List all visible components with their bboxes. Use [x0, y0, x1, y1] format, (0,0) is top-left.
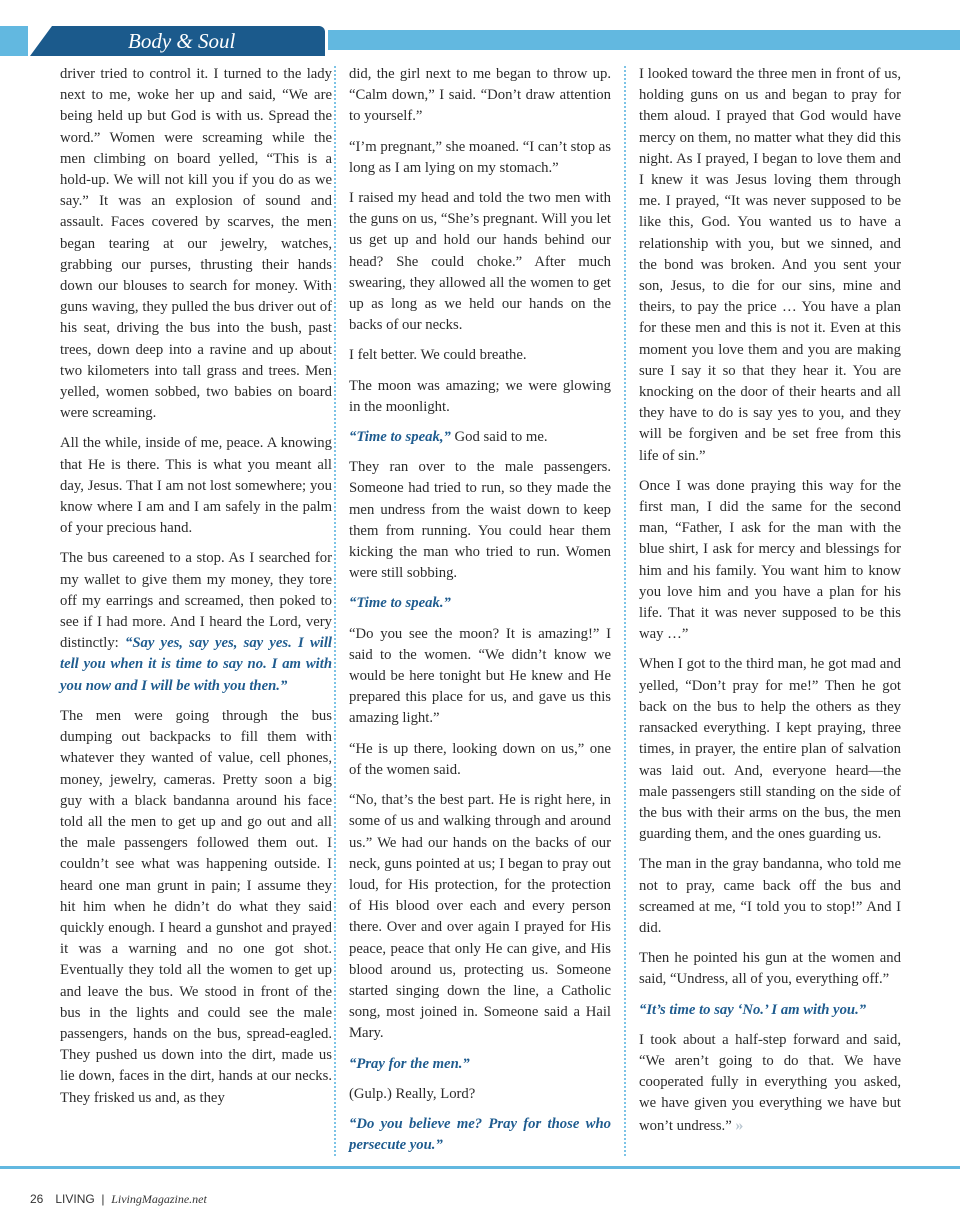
paragraph: did, the girl next to me began to throw up. “Calm down,” I said. “Don’t draw attention to yourself.” — [349, 66, 611, 125]
paragraph: Then he pointed his gun at the women and said, “Undress, all of you, everything off.” — [639, 950, 901, 988]
article-column-2 — [349, 64, 611, 1165]
paragraph: I raised my head and told the two men with the guns on us, “She’s pregnant. Will you let us get up and hold our hands behind our head? She could choke.” After much swearing, they allowed all the women to get up as long as we held our hands on the backs of our necks. — [349, 190, 611, 334]
header-accent-left — [0, 26, 28, 56]
section-title: Body & Soul — [128, 29, 236, 53]
paragraph: The moon was amazing; we were glowing in the moonlight. — [349, 377, 611, 415]
divine-quote: “Time to speak.” — [349, 595, 451, 612]
column-divider — [334, 66, 336, 1156]
paragraph: All the while, inside of me, peace. A knowing that He is there. This is what you meant all day, Jesus. That I am not lost somewhere; you know where I am and I am safely in the palm of your precious hand. — [60, 435, 332, 537]
paragraph: driver tried to control it. I turned to the lady next to me, woke her up and said, “We are being held up but God is with us. Spread the word.” Women were screaming while the men climbing on board yelled, “This is a hold-up. We will not kill you if you do as we say.” It was an explosion of sound and assault. Faces covered by scarves, the men began tearing at our jewelry, watches, grabbing our purses, thrusting their hands down our blouses to search for money. With guns waving, they pulled the bus driver out of his seat, driving the bus into the bush, past trees, down deep into a ravine and up about two kilometers into tall grass and trees. Men yelled, women sobbed, two babies on board were screaming. — [60, 66, 332, 422]
footer-separator: | — [101, 1192, 105, 1206]
column-divider — [624, 66, 626, 1156]
paragraph: The man in the gray bandanna, who told me not to pray, came back off the bus and screamed at me, “I told you to stop!” And I did. — [639, 856, 901, 936]
page-number: 26 — [30, 1192, 44, 1206]
paragraph-text: The bus careened to a stop. As I searched for my wallet to give them my money, they tore off my earrings and screamed, then poked to see if I had more. And I heard the Lord, very distinctly: — [60, 550, 332, 652]
paragraph: They ran over to the male passengers. Someone had tried to run, so they made the men undress from the waist down to keep them from running. You could hear them kicking the man who tried to run. Women were still sobbing. — [349, 459, 611, 582]
divine-quote: “Pray for the men.” — [349, 1055, 470, 1072]
paragraph — [349, 427, 611, 448]
paragraph: “I’m pregnant,” she moaned. “I can’t stop as long as I am lying on my stomach.” — [349, 138, 611, 176]
footer-rule — [0, 1166, 960, 1169]
article-column-1 — [60, 64, 332, 1118]
continue-arrow-icon: » — [735, 1116, 741, 1134]
paragraph: When I got to the third man, he got mad and yelled, “Don’t pray for me!” Then he got back on the bus to help the others as they ransacked everything. I kept praying, three times, in prayer, the entire plan of salvation was laid out. And, everyone heard—the male passengers still standing on the side of the bus with their arms on the bus, the men guarding them, and the ones guarding us. — [639, 656, 901, 843]
paragraph: The men were going through the bus dumping out backpacks to fill them with whatever they wanted of value, cell phones, money, jewelry, cameras. Pretty soon a big guy with a black bandanna around his face told all the men to get up and go out and all the male passengers followed them out. I couldn’t see what was happening outside. I heard one man grunt in pain; I assume they hit him when he didn’t do what they said quickly enough. I heard a gunshot and prayed it was a warning and no one got shot. Eventually they told all the women to get up and leave the bus. We stood in front of the bus in the lights and could see the male passengers, hands on the bus, spread-eagled. They pushed us down into the dirt, made us lie down, faces in the dirt, hands at our necks. They frisked us and, as they — [60, 707, 332, 1106]
magazine-name: LIVING — [55, 1192, 95, 1206]
paragraph: “No, that’s the best part. He is right here, in some of us and walking through and around us.” We had our hands on the backs of our neck, guns pointed at us; I began to pray out loud, for His protection, for the protection of His blood over each and every person there. Over and over again I prayed for His peace, peace that only He can give, and His blood around us, protecting us. Someone started singing down the line, a Catholic song, most joined in. Someone said a Hail Mary. — [349, 792, 611, 1042]
divine-quote: “It’s time to say ‘No.’ I am with you.” — [639, 1001, 867, 1018]
paragraph: Once I was done praying this way for the first man, I did the same for the second man, “Father, I ask for the man with the blue shirt, I ask for mercy and blessings for him and his family. You want him to know you love him and you have a plan for his life. That it was never supposed to be this way …” — [639, 477, 901, 643]
paragraph: I looked toward the three men in front of us, holding guns on us and began to pray for them aloud. I prayed that God would have mercy on them, no matter what they did this night. As I prayed, I began to love them and I knew it was Jesus loving them through me. I prayed, “It was never supposed to be like this, God. You wanted us to have a relationship with you, but we sinned, and the bond was broken. And you sent your son, Jesus, to die for our sins, mine and theirs, to pay the price … You have a plan for these men and this is not it. Even at this moment you love them and you are making sure I say it so that they hear it. You are knocking on the door of their hearts and all they have to do is say yes to you, and they will be forgiven and be set free from this life of sin.” — [639, 66, 901, 464]
divine-quote: “Say yes, say yes, say yes. I will tell you when it is time to say no. I am with you now and I will be with you then.” — [60, 635, 332, 694]
divine-quote: “Time to speak,” — [349, 429, 451, 446]
paragraph — [60, 548, 332, 696]
divine-quote: “Do you believe me? Pray for those who persecute you.” — [349, 1115, 611, 1154]
article-column-3 — [639, 64, 901, 1146]
paragraph-text: God said to me. — [450, 429, 548, 446]
paragraph: “Do you see the moon? It is amazing!” I said to the women. “We didn’t know we would be here tonight but He knew and He prepared this place for us, and gave us this amazing light.” — [349, 625, 611, 727]
paragraph-text: I took about a half-step forward and said, “We aren’t going to do that. We have cooperated fully in everything you asked, we have given you everything we have but won’t undress.” — [639, 1031, 901, 1134]
magazine-website: LivingMagazine.net — [111, 1192, 207, 1206]
paragraph: I felt better. We could breathe. — [349, 347, 527, 364]
paragraph: (Gulp.) Really, Lord? — [349, 1085, 476, 1102]
page-header — [0, 0, 960, 56]
paragraph — [639, 1030, 901, 1137]
paragraph: “He is up there, looking down on us,” one of the women said. — [349, 740, 611, 778]
page-footer — [30, 1192, 207, 1207]
header-accent-right — [328, 30, 960, 50]
